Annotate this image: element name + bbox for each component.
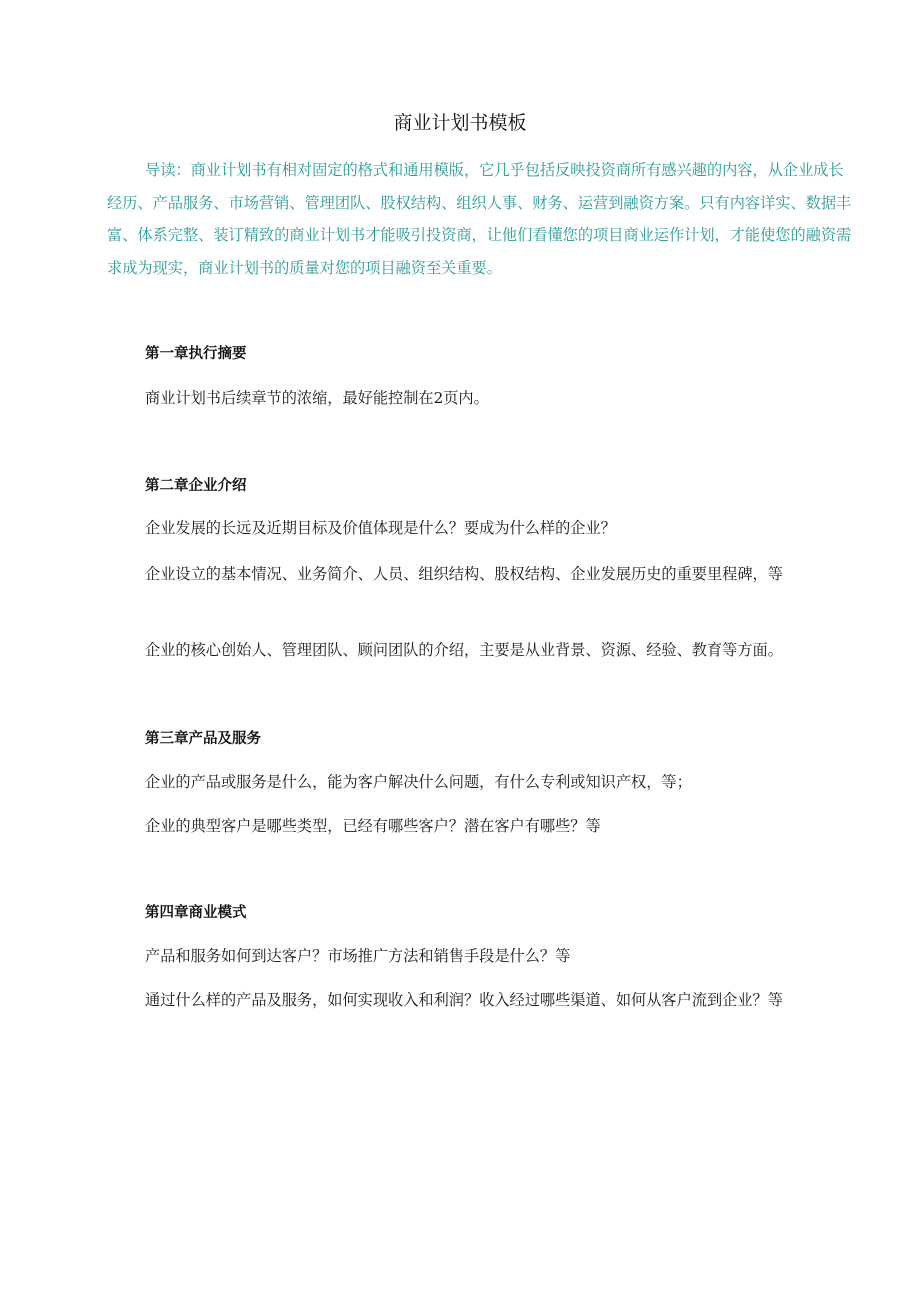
chapter-heading-1: 第一章执行摘要: [145, 346, 247, 362]
intro-paragraph: 导读：商业计划书有相对固定的格式和通用模版，它几乎包括反映投资商所有感兴趣的内容，从企业成长经历、产品服务、市场营销、管理团队、股权结构、组织人事、财务、运营到融资方案。只有内容详实、数据丰富、体系完整、装订精致的商业计划书才能吸引投资商，让他们看懂您的项目商业运作计划，才能使您的融资需求成为现实，商业计划书的质量对您的项目融资至关重要。: [107, 161, 852, 277]
chapter-1-paragraph-1: 商业计划书后续章节的浓缩，最好能控制在2页内。: [145, 389, 489, 407]
chapter-4-paragraph-1: 产品和服务如何到达客户？市场推广方法和销售手段是什么？等: [145, 947, 571, 965]
chapter-heading-4: 第四章商业模式: [145, 905, 247, 921]
document-title: 商业计划书模板: [393, 112, 527, 134]
chapter-heading-2: 第二章企业介绍: [145, 478, 247, 494]
chapter-2-paragraph-3: 企业的核心创始人、管理团队、顾问团队的介绍，主要是从业背景、资源、经验、教育等方面。: [145, 641, 783, 659]
chapter-2-paragraph-1: 企业发展的长远及近期目标及价值体现是什么？要成为什么样的企业？: [145, 519, 616, 537]
chapter-heading-3: 第三章产品及服务: [145, 731, 261, 747]
chapter-4-paragraph-2: 通过什么样的产品及服务，如何实现收入和利润？收入经过哪些渠道、如何从客户流到企业？等: [145, 991, 783, 1009]
chapter-3-paragraph-1: 企业的产品或服务是什么，能为客户解决什么问题，有什么专利或知识产权，等；: [145, 773, 692, 791]
chapter-2-paragraph-2: 企业设立的基本情况、业务简介、人员、组织结构、股权结构、企业发展历史的重要里程碑，等: [145, 565, 783, 583]
chapter-3-paragraph-2: 企业的典型客户是哪些类型，已经有哪些客户？潜在客户有哪些？等: [145, 817, 601, 835]
